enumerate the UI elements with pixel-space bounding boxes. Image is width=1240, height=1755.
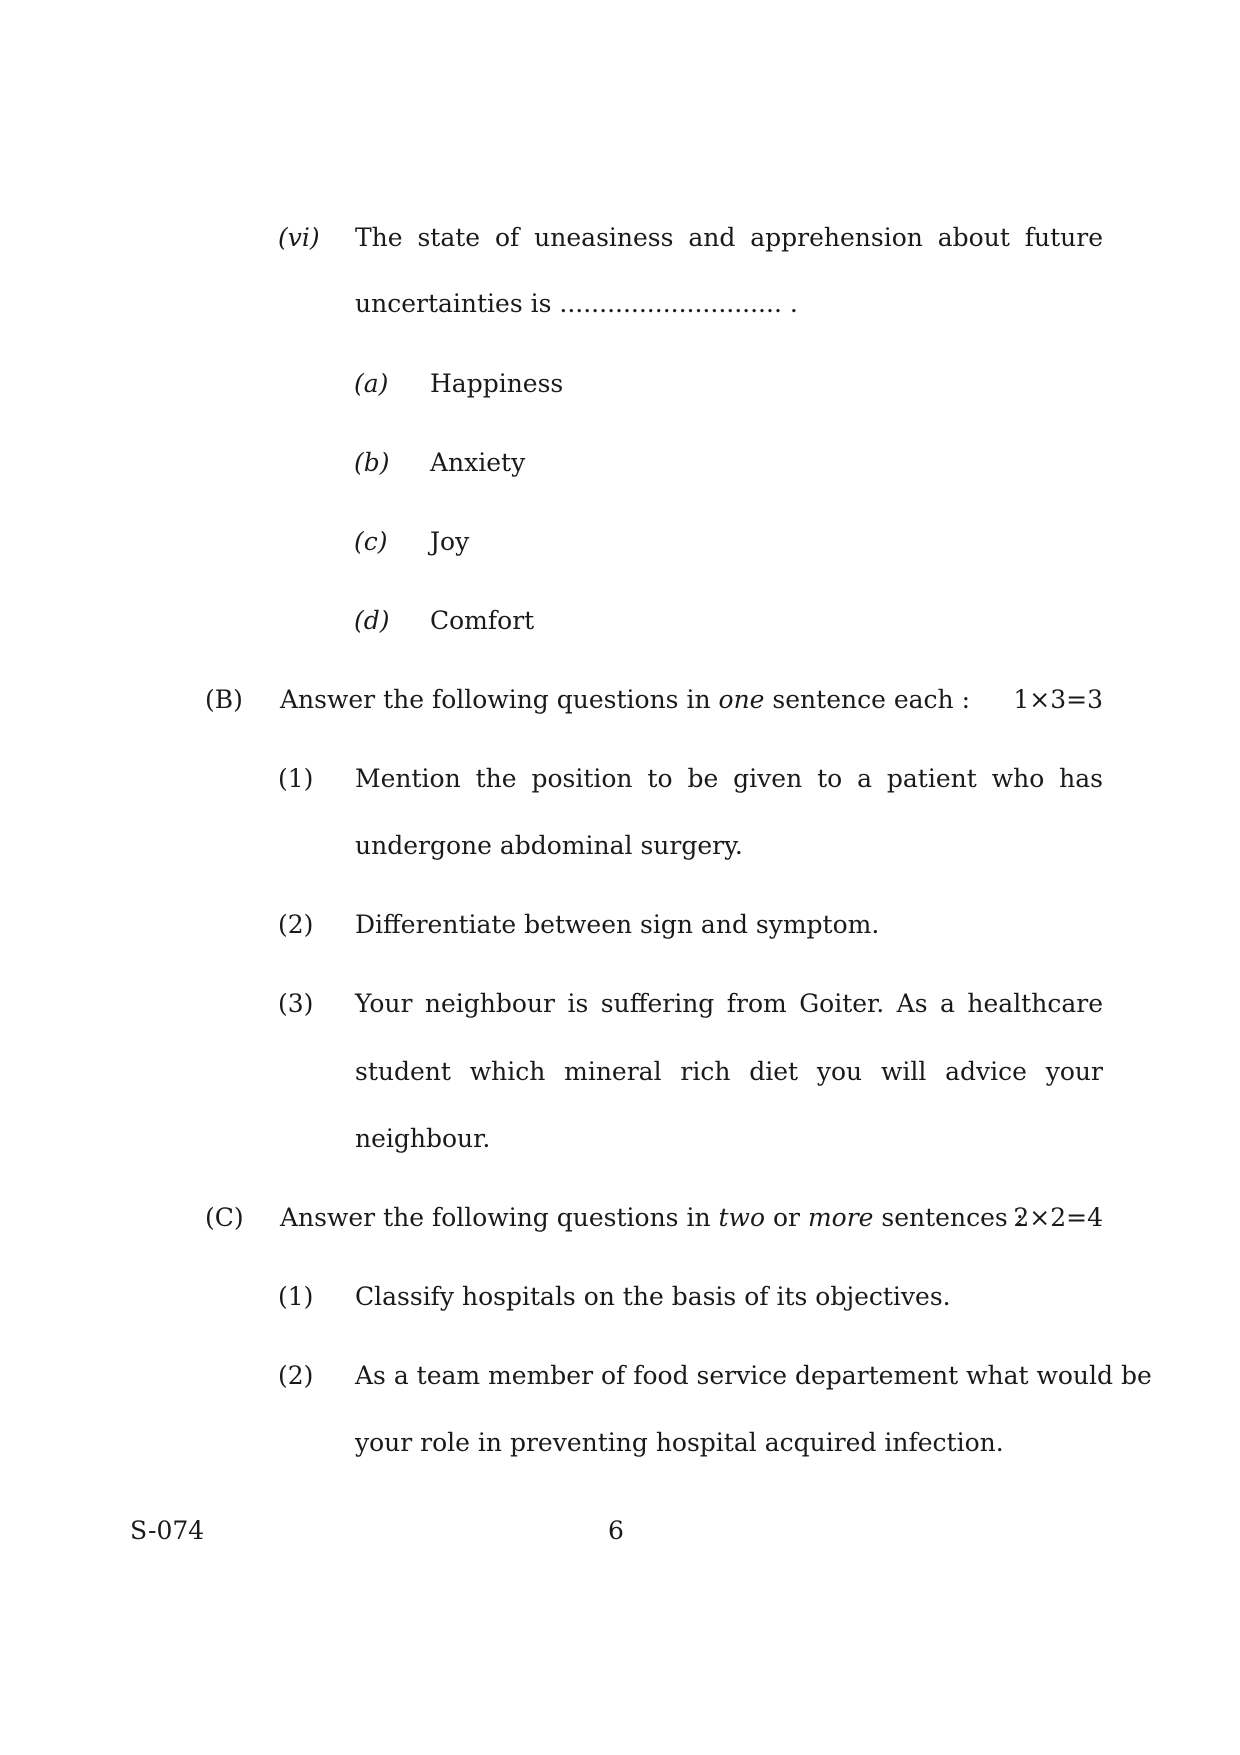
section-c-instruction: Answer the following questions in two or more sentences :: [280, 1203, 1025, 1232]
option-c-label: (c): [354, 527, 388, 556]
question-vi-text-line1: The state of uneasiness and apprehension about future: [355, 223, 1103, 252]
c-question-2-line2: your role in preventing hospital acquired infection.: [355, 1428, 1004, 1457]
b-question-3-line1: Your neighbour is suffering from Goiter. As a healthcare: [355, 989, 1103, 1018]
c-question-2-line1: As a team member of food service departement what would be: [355, 1361, 1152, 1390]
section-b-marks: 1×3=3: [1013, 685, 1103, 714]
question-vi-label: (vi): [278, 223, 320, 252]
b-question-3-label: (3): [278, 989, 314, 1018]
paper-code: S-074: [130, 1516, 205, 1545]
b-question-1-label: (1): [278, 764, 314, 793]
option-a-text: Happiness: [430, 369, 564, 398]
c-question-1-label: (1): [278, 1282, 314, 1311]
c-question-2-label: (2): [278, 1361, 314, 1390]
section-c-marks: 2×2=4: [1013, 1203, 1103, 1232]
section-b-instruction: Answer the following questions in one sentence each :: [280, 685, 971, 714]
page-number: 6: [608, 1516, 624, 1545]
b-question-1-line2: undergone abdominal surgery.: [355, 831, 743, 860]
c-question-1-line1: Classify hospitals on the basis of its objectives.: [355, 1282, 951, 1311]
option-b-text: Anxiety: [430, 448, 526, 477]
b-question-1-line1: Mention the position to be given to a patient who has: [355, 764, 1103, 793]
b-question-2-line1: Differentiate between sign and symptom.: [355, 910, 880, 939]
question-vi-text-line2: uncertainties is ............................ .: [355, 289, 798, 318]
section-b-label: (B): [205, 685, 243, 714]
option-a-label: (a): [354, 369, 389, 398]
option-b-label: (b): [354, 448, 390, 477]
option-d-text: Comfort: [430, 606, 535, 635]
b-question-3-line3: neighbour.: [355, 1124, 491, 1153]
b-question-3-line2: student which mineral rich diet you will advice your: [355, 1057, 1103, 1086]
b-question-2-label: (2): [278, 910, 314, 939]
section-c-label: (C): [205, 1203, 244, 1232]
option-d-label: (d): [354, 606, 390, 635]
option-c-text: Joy: [430, 527, 470, 556]
